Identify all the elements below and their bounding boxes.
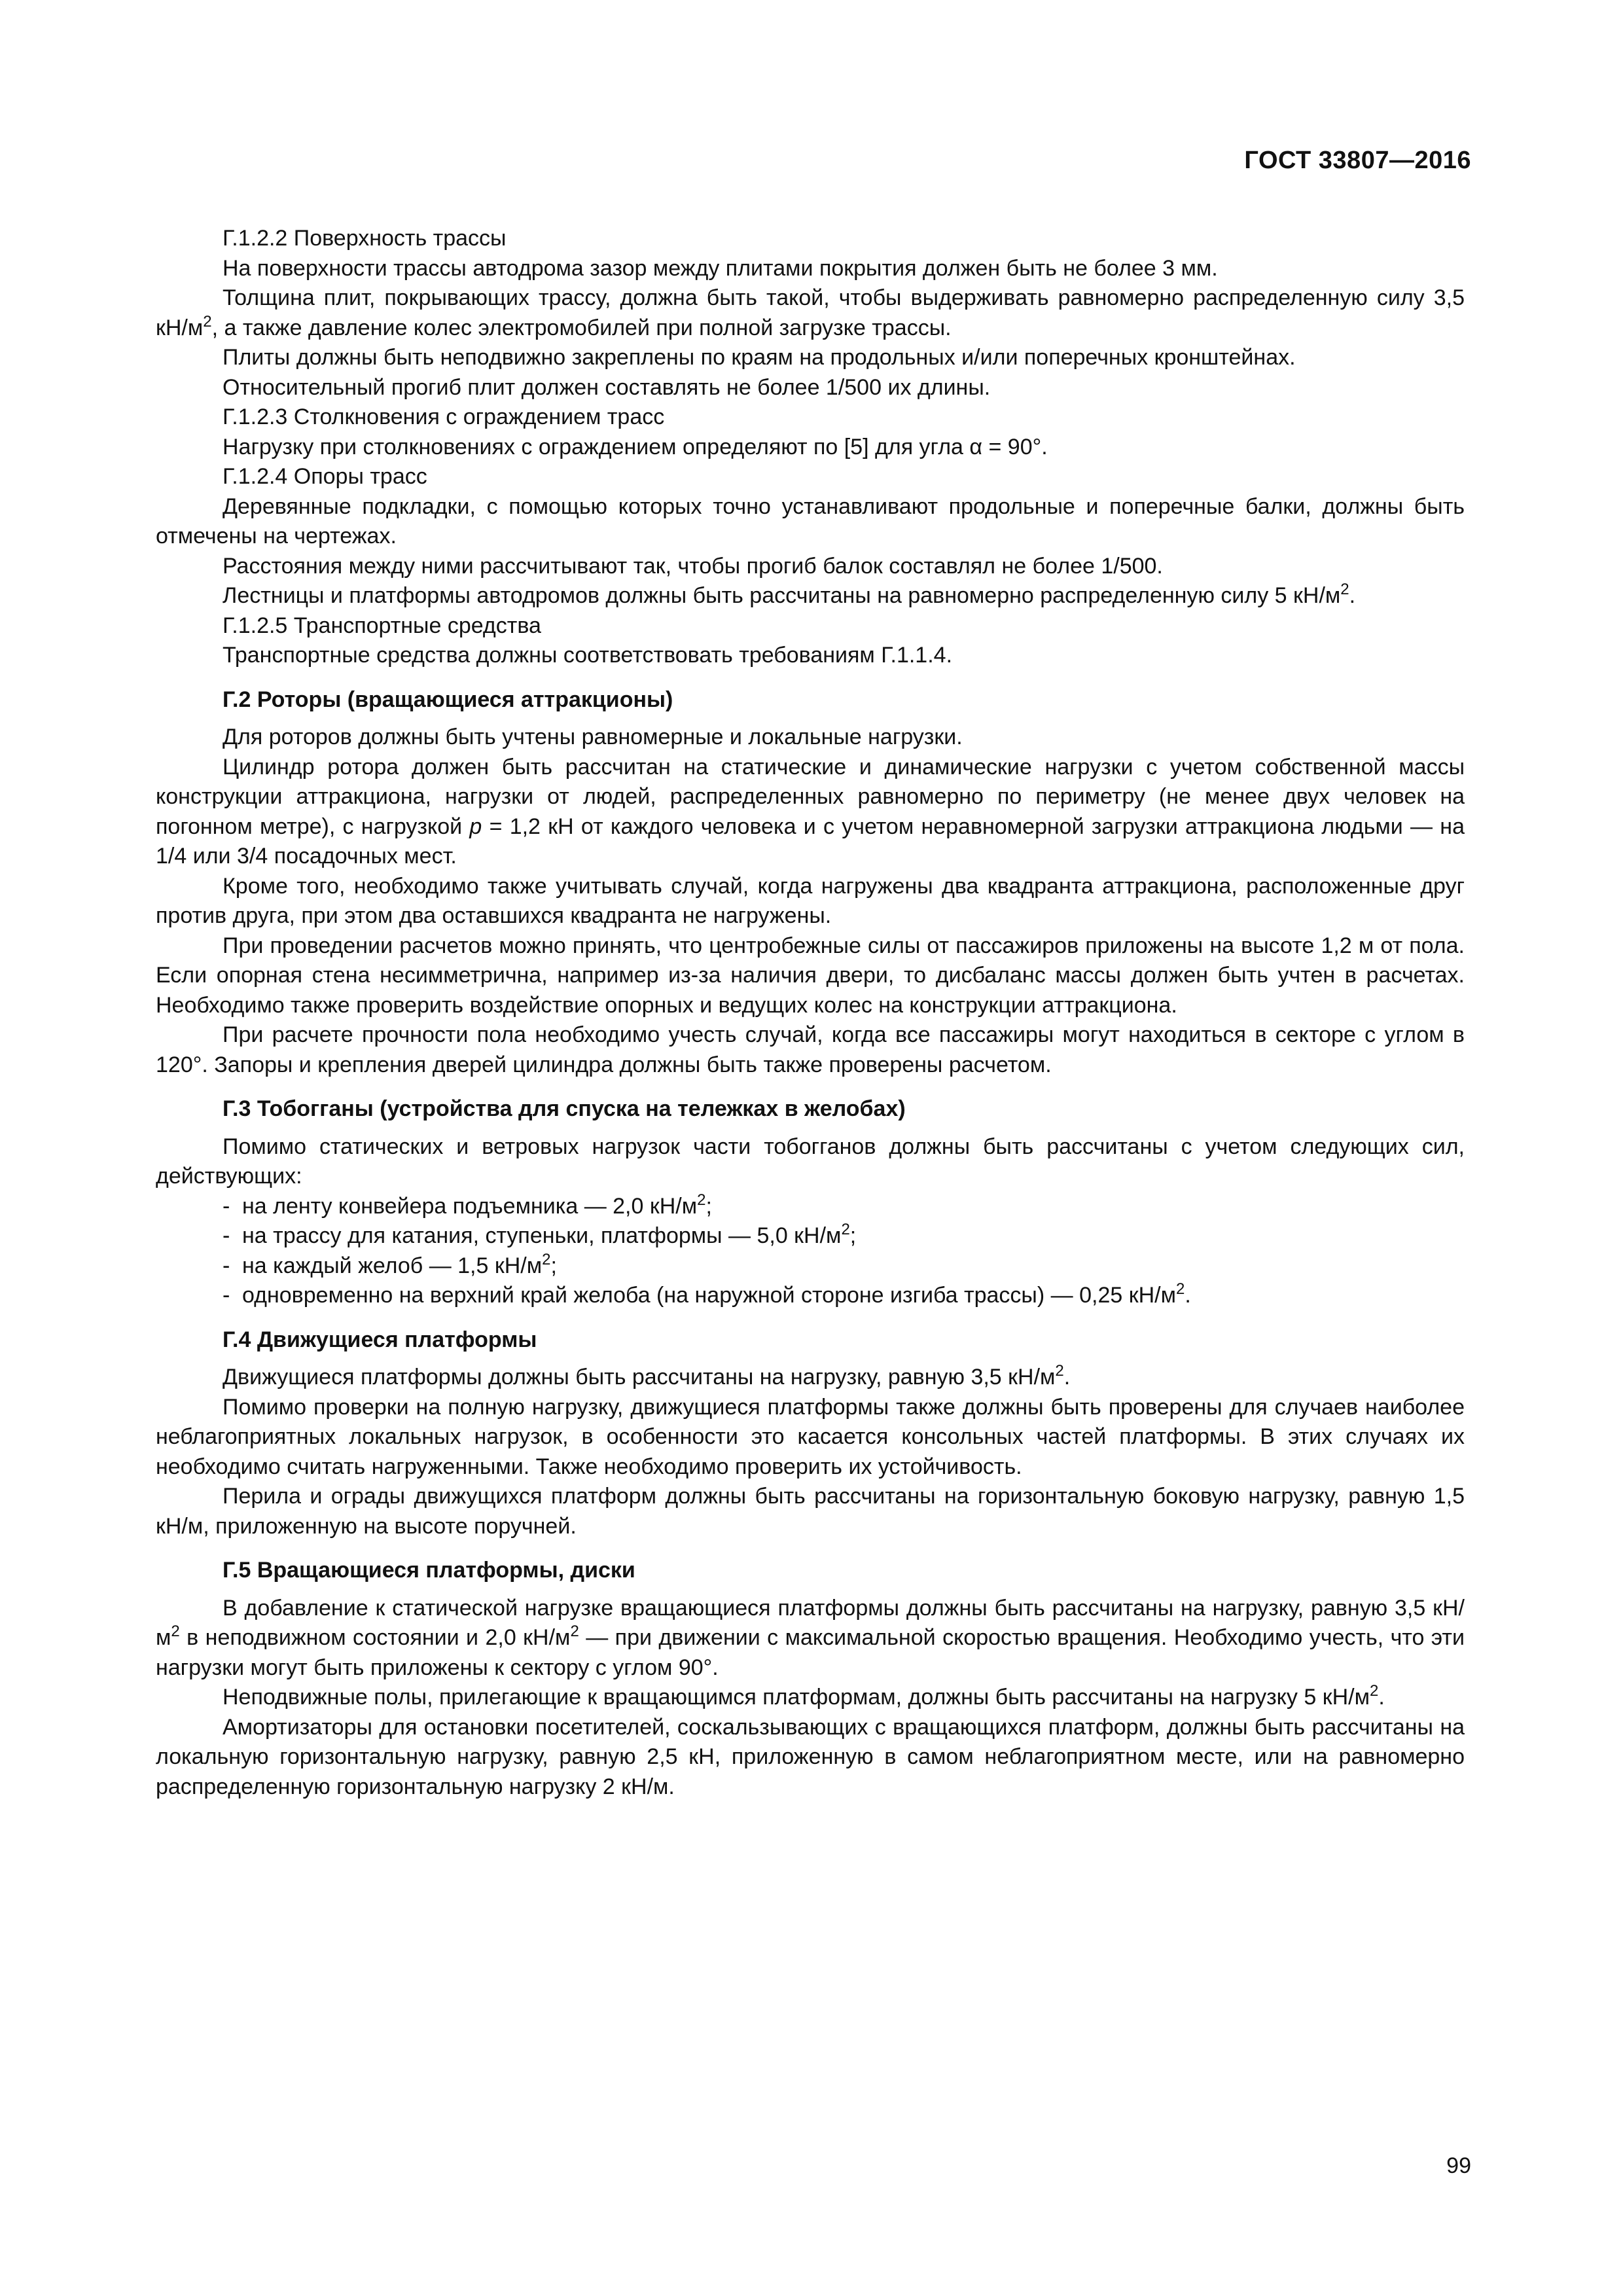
paragraph: Толщина плит, покрывающих трассу, должна быть такой, чтобы выдерживать равномерно распределенную силу 3,5 $кН/м^2$, а также давление колес электромобилей при полной загрузке трассы.: [156, 285, 1465, 340]
dash-bullet: -: [223, 1193, 230, 1219]
paragraph: Нагрузку при столкновениях с ограждением определяют по [5] для угла α = 90°.: [223, 434, 1048, 459]
load-list: [156, 1192, 1465, 1311]
superscript: 2: [1369, 1681, 1379, 1700]
section-heading-moving-platforms: Г.4 Движущиеся платформы: [223, 1327, 537, 1352]
standard-number: ГОСТ 33807—2016: [1244, 147, 1471, 174]
paragraph: В добавление к статической нагрузке вращающиеся платформы должны быть рассчитаны на нагрузку, равную 3,5 $кН/м^2$ в неподвижном состоянии и 2,0 $кН/м^2$ — при движении с максимальной скоростью вращения. Необходимо учесть, что эти нагрузки могут быть приложены к сектору с углом 90°.: [156, 1595, 1465, 1680]
superscript: 2: [1055, 1361, 1064, 1380]
page-content: [156, 224, 1465, 1802]
paragraph: Движущиеся платформы должны быть рассчитаны на нагрузку, равную 3,5 $кН/м^2$.: [223, 1361, 1071, 1390]
variable-p: p: [469, 814, 482, 839]
superscript: 2: [570, 1622, 579, 1640]
section-heading-collision: Г.1.2.3 Столкновения с ограждением трасс: [223, 404, 665, 429]
paragraph: Для роторов должны быть учтены равномерные и локальные нагрузки.: [223, 725, 963, 749]
paragraph: Деревянные подкладки, с помощью которых точно устанавливают продольные и поперечные балки, должны быть отмечены на чертежах.: [156, 493, 1465, 548]
paragraph: Транспортные средства должны соответствовать требованиям Г.1.1.4.: [223, 643, 953, 668]
paragraph: Лестницы и платформы автодромов должны быть рассчитаны на равномерно распределенную силу 5 $кН/м^2$.: [223, 580, 1356, 608]
paragraph: Относительный прогиб плит должен составлять не более 1/500 их длины.: [223, 374, 991, 400]
paragraph: Расстояния между ними рассчитывают так, чтобы прогиб балок составлял не более 1/500.: [223, 553, 1163, 579]
section-heading-supports: Г.1.2.4 Опоры трасс: [223, 464, 427, 489]
paragraph: Помимо статических и ветровых нагрузок части тобогганов должны быть рассчитаны с учетом следующих сил, действующих:: [156, 1134, 1465, 1189]
list-item: - на трассу для катания, ступеньки, платформы — 5,0 $кН/м^2$;: [156, 1221, 1465, 1251]
dash-bullet: -: [223, 1253, 230, 1278]
paragraph: Кроме того, необходимо также учитывать случай, когда нагружены два квадранта аттракциона, расположенные друг против друга, при этом два оставшихся квадранта не нагружены.: [156, 873, 1465, 928]
page-number: 99: [1446, 2153, 1471, 2178]
list-item: - одновременно на верхний край желоба (на наружной стороне изгиба трассы) — 0,25 $кН/м^2$.: [156, 1281, 1465, 1311]
list-item: - на ленту конвейера подъемника — 2,0 $кН/м^2$;: [156, 1192, 1465, 1222]
dash-bullet: -: [223, 1223, 230, 1248]
paragraph: Плиты должны быть неподвижно закреплены по краям на продольных и/или поперечных кронштейнах.: [223, 345, 1296, 370]
paragraph: При проведении расчетов можно принять, что центробежные силы от пассажиров приложены на высоте 1,2 м от пола. Если опорная стена несимметрична, например из-за наличия двери, то дисбаланс массы должен быть учтен в расчетах. Необходимо также проверить воздействие опорных и ведущих колес на конструкции аттракциона.: [156, 933, 1465, 1018]
superscript: 2: [1340, 580, 1349, 598]
section-heading-transport: Г.1.2.5 Транспортные средства: [223, 613, 541, 638]
paragraph: При расчете прочности пола необходимо учесть случай, когда все пассажиры могут находиться в секторе с углом в 120°. Запоры и крепления дверей цилиндра должны быть также проверены расчетом.: [156, 1022, 1465, 1077]
paragraph: Неподвижные полы, прилегающие к вращающимся платформам, должны быть рассчитаны на нагрузку 5 $кН/м^2$.: [223, 1681, 1385, 1710]
section-heading-toboggans: Г.3 Тобогганы (устройства для спуска на тележках в желобах): [223, 1096, 906, 1121]
superscript: 2: [203, 312, 212, 331]
paragraph: Амортизаторы для остановки посетителей, соскальзывающих с вращающихся платформ, должны быть рассчитаны на локальную горизонтальную нагрузку, равную 2,5 кН, приложенную в самом неблагоприятном месте, или на равномерно распределенную горизонтальную нагрузку 2 кН/м.: [156, 1714, 1465, 1799]
superscript: 2: [171, 1622, 180, 1640]
list-item: - на каждый желоб — 1,5 $кН/м^2$;: [156, 1251, 1465, 1282]
section-heading-rotors: Г.2 Роторы (вращающиеся аттракционы): [223, 687, 673, 712]
paragraph: Цилиндр ротора должен быть рассчитан на статические и динамические нагрузки с учетом собственной массы конструкции аттракциона, нагрузки от людей, распределенных равномерно по периметру (не менее двух человек на погонном метре), с нагрузкой p = 1,2 кН от каждого человека и с учетом неравномерной загрузки аттракциона людьми — на 1/4 или 3/4 посадочных мест.: [156, 754, 1465, 869]
section-heading-rotating-platforms: Г.5 Вращающиеся платформы, диски: [223, 1558, 635, 1583]
paragraph: Перила и ограды движущихся платформ должны быть рассчитаны на горизонтальную боковую нагрузку, равную 1,5 кН/м, приложенную на высоте поручней.: [156, 1484, 1465, 1539]
dash-bullet: -: [223, 1283, 230, 1308]
paragraph: Помимо проверки на полную нагрузку, движущиеся платформы также должны быть проверены для случаев наиболее неблагоприятных локальных нагрузок, в особенности это касается консольных частей платформы. В этих случаях их необходимо считать нагруженными. Также необходимо проверить их устойчивость.: [156, 1394, 1465, 1479]
paragraph: На поверхности трассы автодрома зазор между плитами покрытия должен быть не более 3 мм.: [223, 255, 1218, 281]
section-heading-surface: Г.1.2.2 Поверхность трассы: [223, 226, 507, 251]
